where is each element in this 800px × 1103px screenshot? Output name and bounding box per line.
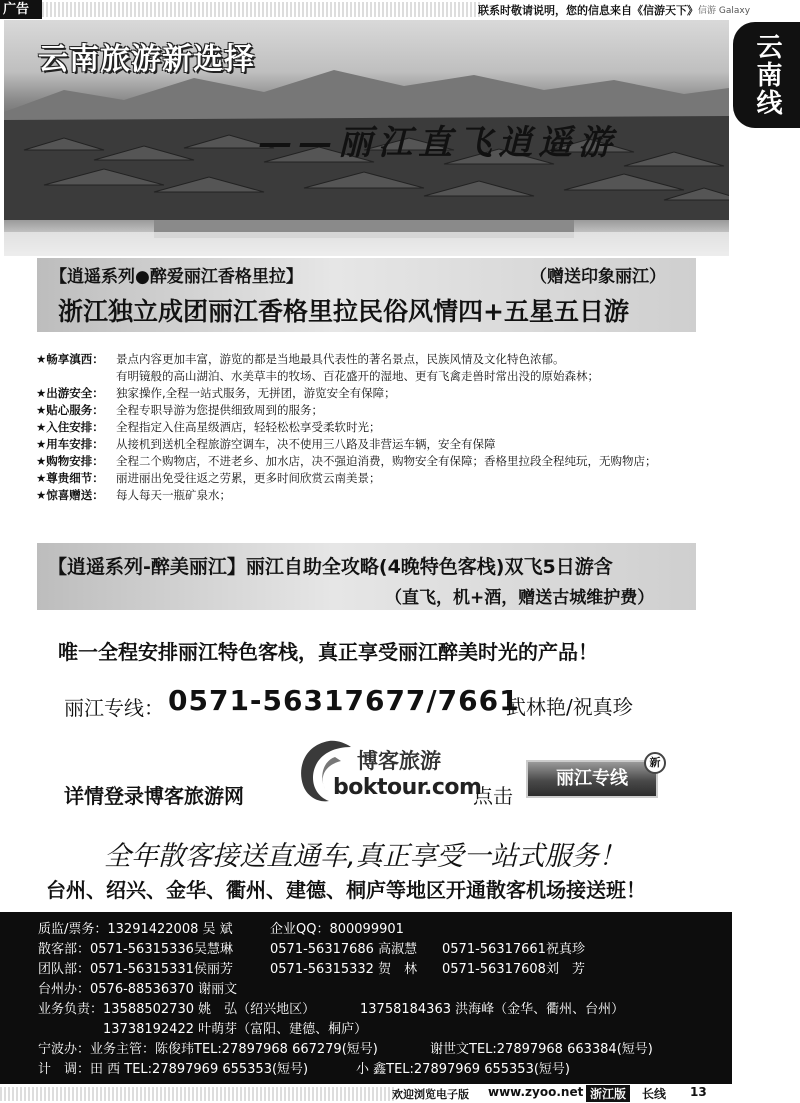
page-number: 13	[690, 1085, 707, 1099]
new-badge: 新	[644, 752, 666, 774]
hero-photo	[4, 20, 729, 256]
contact-entry: 谢世文TEL:27897968 663384(短号)	[430, 1042, 653, 1057]
contact-entry: 业务负责：13588502730 姚 弘（绍兴地区）	[38, 1002, 316, 1017]
footer-section: 长线	[642, 1087, 667, 1101]
feature-item	[36, 487, 706, 504]
slogan: 唯一全程安排丽江特色客栈，真正享受丽江醉美时光的产品！	[58, 640, 598, 664]
feature-list	[36, 351, 706, 504]
source-note: 联系时敬请说明，您的信息来自《信游天下》	[478, 4, 698, 17]
lijiang-line-button[interactable]: 丽江专线	[526, 760, 658, 798]
feature-item	[36, 453, 706, 470]
feature-item	[36, 402, 706, 419]
contact-entry: 0571-56317661祝真珍	[442, 942, 585, 957]
contact-entry: 0571-56317608刘 芳	[442, 962, 585, 977]
click-label: 点击	[473, 784, 513, 808]
footer	[0, 1084, 800, 1103]
boktour-cn: 博客旅游	[357, 749, 441, 773]
contact-entry: 宁波办：业务主管：陈俊玮TEL:27897968 667279(短号)	[38, 1042, 378, 1057]
feature-label: ★惊喜赠送：	[36, 488, 104, 502]
feature-item	[36, 351, 706, 368]
footer-edition: 浙江版	[586, 1085, 630, 1102]
footer-website-link[interactable]: www.zyoo.net	[488, 1085, 584, 1099]
feature-text: 从接机到送机全程旅游空调车，决不使用三八路及非营运车辆，安全有保障	[116, 437, 496, 451]
feature-text: 独家操作,全程一站式服务，无拼团，游览安全有保障；	[116, 386, 396, 400]
feature-label: ★畅享滇西：	[36, 352, 104, 366]
feature-item	[36, 436, 706, 453]
service-slogan: 全年散客接送直通车,真正享受一站式服务！	[104, 841, 626, 872]
contact-entry: 散客部：0571-56315336吴慧琳	[38, 942, 233, 957]
feature-label: ★入住安排：	[36, 420, 104, 434]
feature-text: 丽进丽出免受往返之劳累，更多时间欣赏云南美景；	[116, 471, 381, 485]
feature-text: 有明镜般的高山湖泊、水美草丰的牧场、百花盛开的湿地、更有飞禽走兽时常出没的原始森林；	[116, 369, 599, 383]
contact-entry: 0571-56317686 高淑慧	[270, 942, 418, 957]
feature-label: ★购物安排：	[36, 454, 104, 468]
contact-entry: 企业QQ：800099901	[270, 922, 404, 937]
contact-entry: 台州办：0576-88536370 谢丽文	[38, 982, 238, 997]
hotline-label: 丽江专线：	[64, 696, 164, 720]
contact-entry: 13758184363 洪海峰（金华、衢州、台州）	[360, 1002, 625, 1017]
feature-label: ★用车安排：	[36, 437, 104, 451]
hotline-number: 0571-56317677/7661	[168, 684, 520, 717]
footer-text: 欢迎浏览电子版	[392, 1088, 469, 1101]
feature-text: 景点内容更加丰富，游览的都是当地最具代表性的著名景点，民族风情及文化特色浓郁。	[116, 352, 565, 366]
feature-label: ★出游安全：	[36, 386, 104, 400]
boktour-en: boktour.com	[333, 775, 482, 800]
package2-subtitle: （直飞，机+酒，赠送古城维护费）	[385, 588, 655, 608]
ad-tag: 广告	[0, 0, 42, 19]
package1-gift: （赠送印象丽江）	[530, 267, 666, 287]
feature-label: ★尊贵细节：	[36, 471, 104, 485]
feature-item	[36, 368, 706, 385]
hero-title: 云南旅游新选择	[38, 42, 255, 77]
contact-entry: 计 调：田 西 TEL:27897969 655353(短号)	[38, 1062, 309, 1077]
hotline-contacts: 武林艳/祝真珍	[506, 695, 633, 719]
top-bar	[0, 0, 800, 20]
footer-pattern	[0, 1087, 395, 1101]
top-pattern	[42, 2, 482, 17]
website-label: 详情登录博客旅游网	[64, 784, 244, 808]
airport-shuttle-note: 台州、绍兴、金华、衢州、建德、桐庐等地区开通散客机场接送班！	[46, 878, 646, 902]
section-tab: 云南线	[733, 22, 800, 128]
package1-series: 【逍遥系列●醉爱丽江香格里拉】	[50, 267, 303, 287]
package1-title: 浙江独立成团丽江香格里拉民俗风情四+五星五日游	[58, 297, 629, 326]
feature-label: ★贴心服务：	[36, 403, 104, 417]
feature-item	[36, 470, 706, 487]
feature-text: 全程二个购物店，不进老乡、加水店，决不强迫消费，购物安全有保障；香格里拉段全程纯玩，无购物店；	[116, 454, 657, 468]
feature-text: 每人每天一瓶矿泉水；	[116, 488, 231, 502]
contact-block	[0, 912, 732, 1084]
contact-entry: 小 鑫TEL:27897969 655353(短号)	[356, 1062, 570, 1077]
feature-item	[36, 385, 706, 402]
hero-subtitle: ——丽江直飞逍遥游	[258, 123, 618, 163]
contact-entry: 0571-56315332 贺 林	[270, 962, 418, 977]
magazine-logo: 信游 Galaxy	[698, 6, 751, 16]
package2-title: 【逍遥系列-醉美丽江】丽江自助全攻略(4晚特色客栈)双飞5日游含	[48, 556, 613, 578]
boktour-logo[interactable]	[293, 735, 482, 807]
contact-entry: 团队部：0571-56315331侯丽芳	[38, 962, 233, 977]
feature-text: 全程专职导游为您提供细致周到的服务；	[116, 403, 323, 417]
feature-item	[36, 419, 706, 436]
feature-text: 全程指定入住高星级酒店，轻轻松松享受柔软时光；	[116, 420, 381, 434]
contact-entry: 13738192422 叶萌芽（富阳、建德、桐庐）	[38, 1022, 368, 1037]
contact-entry: 质监/票务：13291422008 吴 斌	[38, 922, 233, 937]
